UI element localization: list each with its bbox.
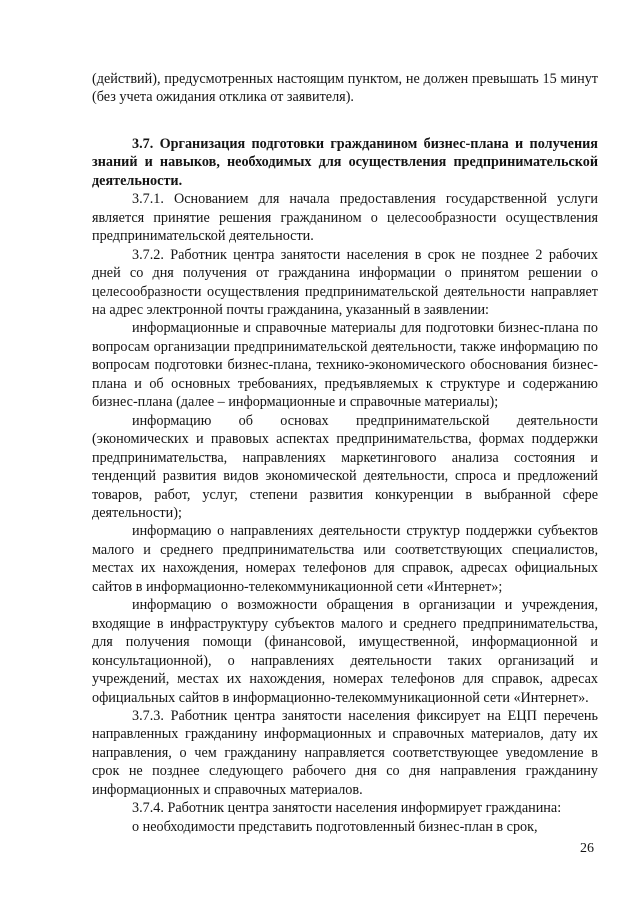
paragraph-3-7-2: 3.7.2. Работник центра занятости населения в срок не позднее 2 рабочих дней со дня получения от гражданина информации о принятом решении о целесообразности осуществления предпринимательской деятельности направляет на адрес электронной почты гражданина, указанный в заявлении:: [92, 246, 598, 318]
list-item-information-materials: информационные и справочные материалы для подготовки бизнес-плана по вопросам организации предпринимательской деятельности, также информацию по вопросам подготовки бизнес-плана, технико-экономического обоснования бизнес-плана и об основных требованиях, предъявляемых к структуре и содержанию бизнес-плана (далее – информационные и справочные материалы);: [92, 320, 598, 411]
section-heading-3-7: 3.7. Организация подготовки гражданином бизнес-плана и получения знаний и навыков, необходимых для осуществления предпринимательской деятельности.: [92, 135, 598, 189]
page-number: 26: [580, 841, 594, 856]
paragraph-3-7-1: 3.7.1. Основанием для начала предоставления государственной услуги является принятие решения гражданином о целесообразности осуществления предпринимательской деятельности.: [92, 191, 598, 245]
paragraph-3-7-4: 3.7.4. Работник центра занятости населения информирует гражданина:: [132, 800, 562, 817]
document-body: [92, 70, 598, 836]
paragraph-3-7-3: 3.7.3. Работник центра занятости населения фиксирует на ЕЦП перечень направленных гражданину информационных и справочных материалов, дату их направления, о чем гражданину направляется соответствующее уведомление в срок не позднее следующего рабочего дня со дня направления гражданину информационных и справочных материалов.: [92, 707, 598, 798]
list-item-business-plan-deadline: о необходимости представить подготовленный бизнес-план в срок,: [132, 818, 538, 835]
list-item-support-structures: информацию о направлениях деятельности структур поддержки субъектов малого и среднего предпринимательства или соответствующих специалистов, местах их нахождения, номерах телефонов для справок, адресах официальных сайтов в информационно-телекоммуникационной сети «Интернет»;: [92, 523, 598, 595]
paragraph-continuation: (действий), предусмотренных настоящим пунктом, не должен превышать 15 минут (без учета ожидания отклика от заявителя).: [92, 71, 598, 106]
list-item-infrastructure-help: информацию о возможности обращения в организации и учреждения, входящие в инфраструктуру субъектов малого и среднего предпринимательства, для получения помощи (финансовой, имущественной, информационной и консультационной), о направлениях деятельности таких организаций и учреждений, местах их нахождения, номерах телефонов для справок, адресах официальных сайтов в информационно-телекоммуникационной сети «Интернет».: [92, 597, 598, 706]
list-item-business-basics: информацию об основах предпринимательской деятельности (экономических и правовых аспектах предпринимательства, формах поддержки предпринимательства, направлениях маркетингового анализа состояния и тенденций развития видов экономической деятельности, спроса и предложений товаров, работ, услуг, степени развития конкуренции в выбранной сфере деятельности);: [92, 412, 598, 521]
